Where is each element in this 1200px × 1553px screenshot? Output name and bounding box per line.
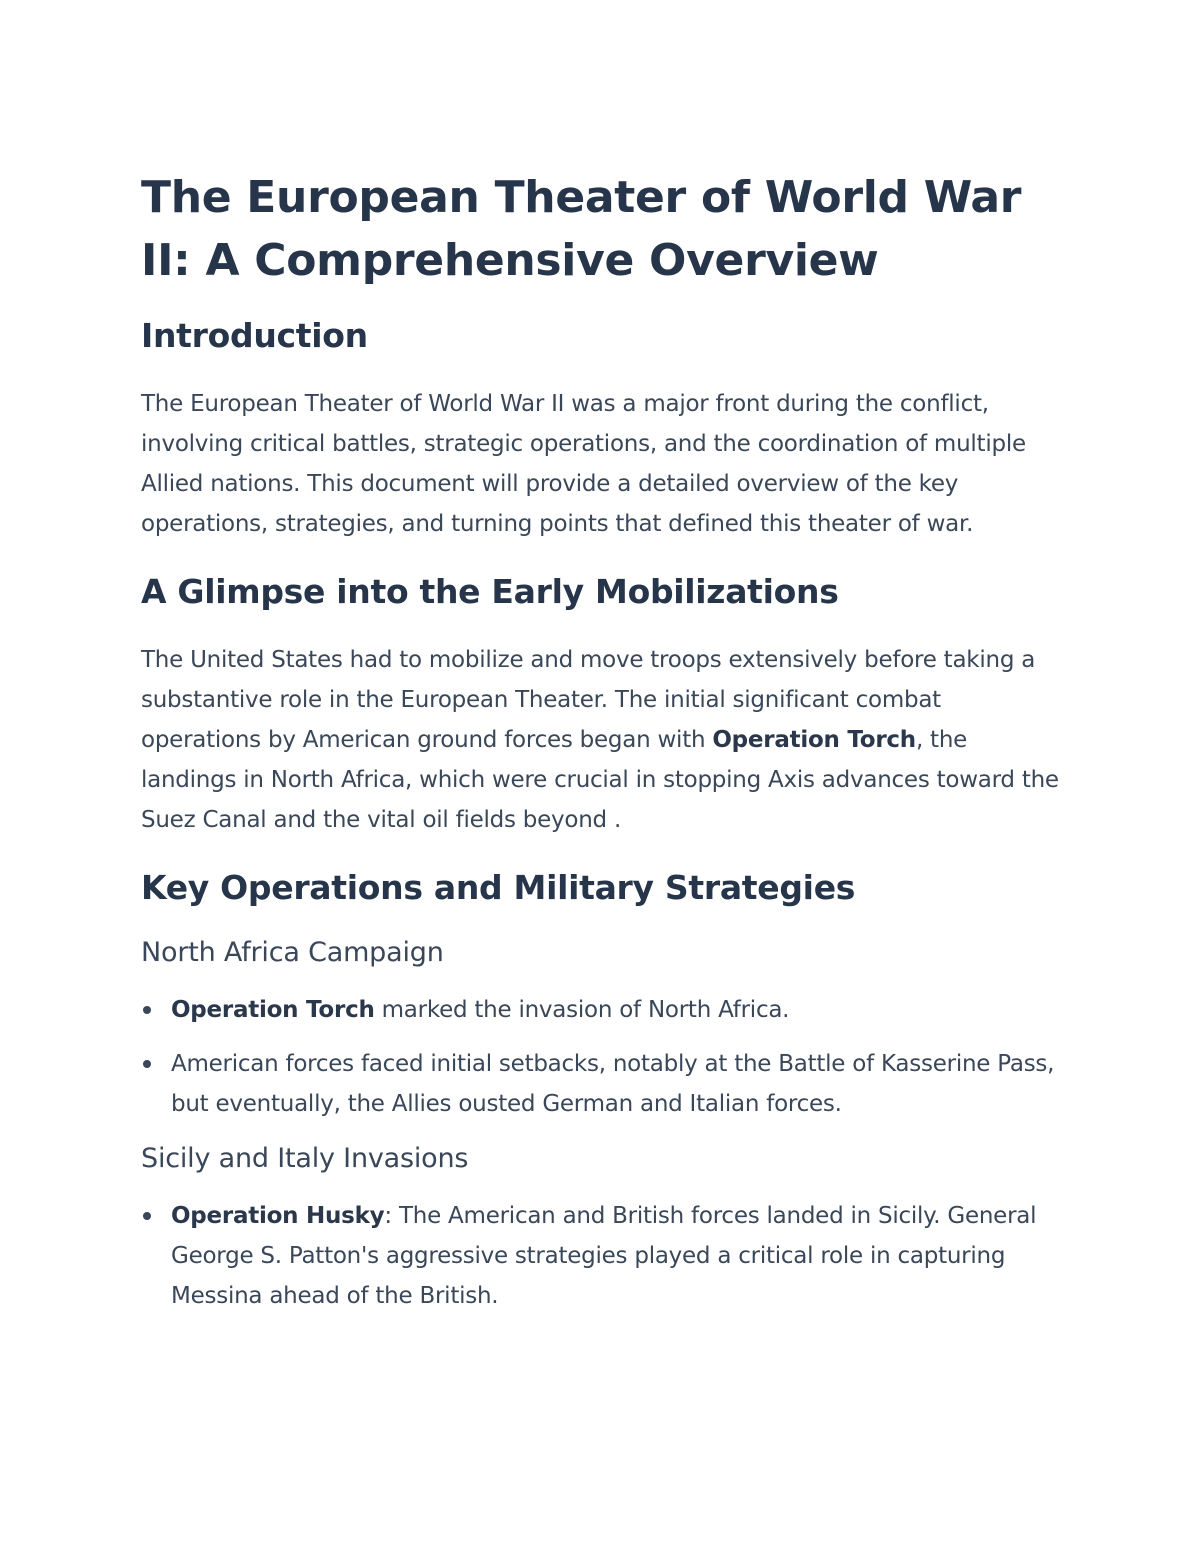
list-item-text: American forces faced initial setbacks, notably at the Battle of Kasserine Pass, but eventually, the Allies ousted German and Italian forces. <box>171 1051 1055 1117</box>
bullet-icon <box>143 1006 151 1014</box>
north-africa-list <box>141 990 1060 1124</box>
operation-torch-bold: Operation Torch <box>712 727 916 753</box>
bullet-icon <box>143 1212 151 1220</box>
mobilizations-paragraph <box>141 640 1060 840</box>
list-item-text: : The American and British forces landed in Sicily. General George S. Patton's aggressive strategies played a critical role in capturing Messina ahead of the British. <box>171 1203 1037 1309</box>
bullet-icon <box>143 1060 151 1068</box>
document-title: The European Theater of World War II: A Comprehensive Overview <box>141 172 1022 286</box>
introduction-heading: Introduction <box>141 316 368 355</box>
list-item <box>141 1196 1060 1316</box>
list-item <box>141 990 1060 1030</box>
sicily-italy-list <box>141 1196 1060 1316</box>
list-item <box>141 1044 1060 1124</box>
sicily-italy-heading: Sicily and Italy Invasions <box>141 1143 469 1174</box>
mobilizations-heading: A Glimpse into the Early Mobilizations <box>141 572 839 611</box>
north-africa-heading: North Africa Campaign <box>141 937 444 968</box>
mobilizations-text-before: The United States had to mobilize and move troops extensively before taking a substantive role in the European Theater. The initial significant combat operations by American ground forces began with <box>141 647 1036 753</box>
list-item-bold: Operation Torch <box>171 997 375 1023</box>
list-item-text: marked the invasion of North Africa. <box>374 997 790 1023</box>
mobilizations-text-after: , the landings in North Africa, which were crucial in stopping Axis advances toward the Suez Canal and the vital oil fields beyond . <box>141 727 1059 833</box>
introduction-paragraph: The European Theater of World War II was a major front during the conflict, involving critical battles, strategic operations, and the coordination of multiple Allied nations. This document will provide a detailed overview of the key operations, strategies, and turning points that defined this theater of war. <box>141 391 1026 537</box>
operations-heading: Key Operations and Military Strategies <box>141 868 856 907</box>
list-item-bold: Operation Husky <box>171 1203 385 1229</box>
